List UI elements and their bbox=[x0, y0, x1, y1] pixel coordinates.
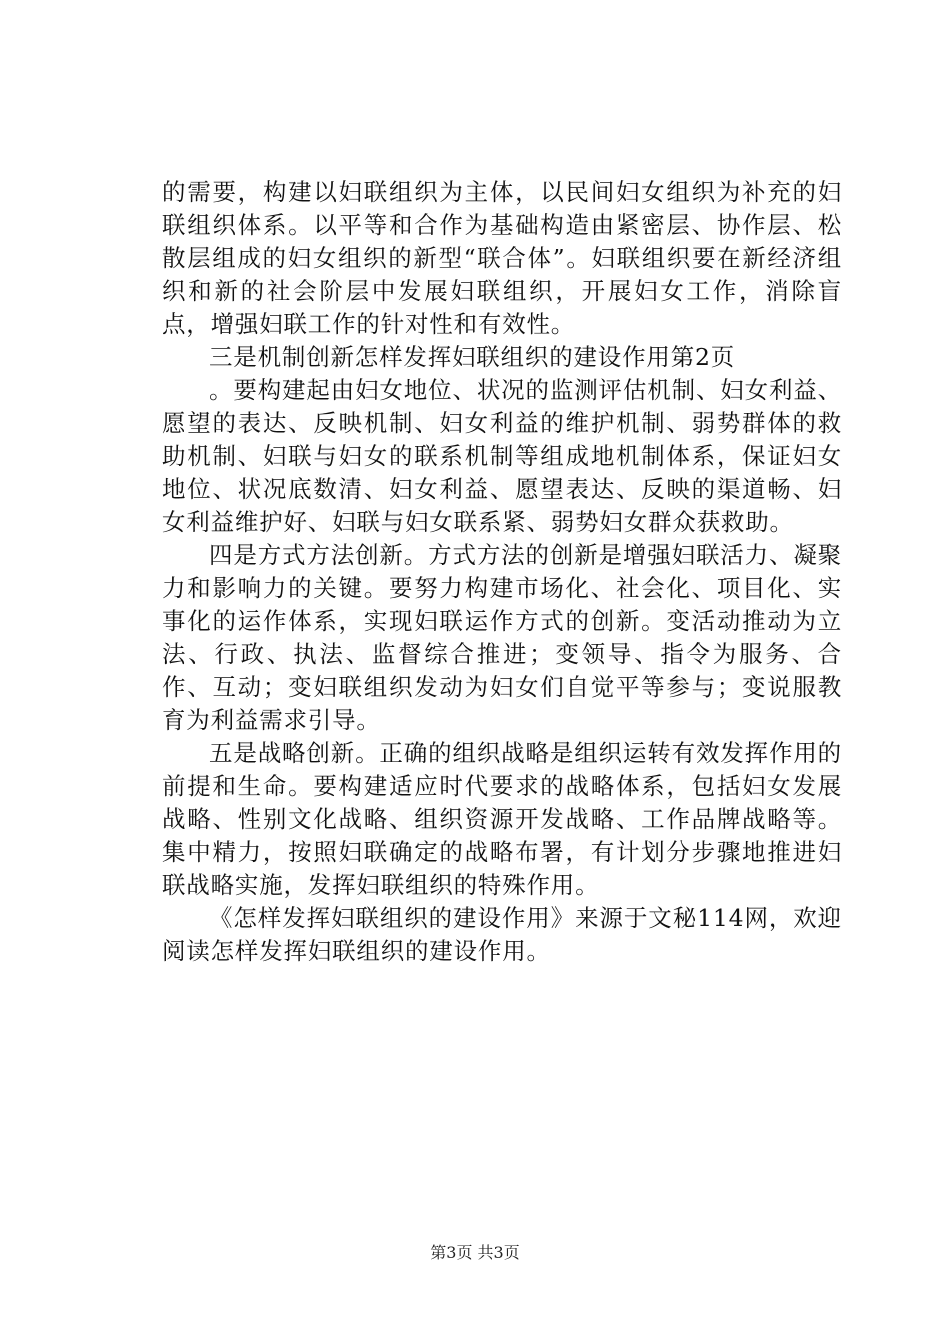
paragraph-methods: 四是方式方法创新。方式方法的创新是增强妇联活力、凝聚力和影响力的关键。要努力构建市场化、社会化、项目化、实事化的运作体系，实现妇联运作方式的创新。变活动推动为立法、行政、执法、监督综合推进；变领导、指令为服务、合作、互动；变妇联组织发动为妇女们自觉平等参与；变说服教育为利益需求引导。 bbox=[162, 541, 842, 734]
page-footer: 第3页 共3页 bbox=[430, 1243, 520, 1262]
paragraph-mechanism: 。要构建起由妇女地位、状况的监测评估机制、妇女利益、愿望的表达、反映机制、妇女利益的维护机制、弱势群体的救助机制、妇联与妇女的联系机制等组成地机制体系，保证妇女地位、状况底数清、妇女利益、愿望表达、反映的渠道畅、妇女利益维护好、妇联与妇女联系紧、弱势妇女群众获救助。 bbox=[162, 376, 842, 536]
paragraph-mechanism-heading: 三是机制创新怎样发挥妇联组织的建设作用第2页 bbox=[209, 343, 736, 371]
paragraph-strategy: 五是战略创新。正确的组织战略是组织运转有效发挥作用的前提和生命。要构建适应时代要求的战略体系，包括妇女发展战略、性别文化战略、组织资源开发战略、工作品牌战略等。集中精力，按照妇联确定的战略布署，有计划分步骤地推进妇联战略实施，发挥妇联组织的特殊作用。 bbox=[162, 739, 842, 899]
document-body bbox=[162, 176, 842, 968]
paragraph-continued: 的需要，构建以妇联组织为主体，以民间妇女组织为补充的妇联组织体系。以平等和合作为基础构造由紧密层、协作层、松散层组成的妇女组织的新型“联合体”。妇联组织要在新经济组织和新的社会阶层中发展妇联组织，开展妇女工作，消除盲点，增强妇联工作的针对性和有效性。 bbox=[162, 178, 842, 338]
paragraph-source: 《怎样发挥妇联组织的建设作用》来源于文秘114网，欢迎阅读怎样发挥妇联组织的建设作用。 bbox=[162, 904, 842, 965]
